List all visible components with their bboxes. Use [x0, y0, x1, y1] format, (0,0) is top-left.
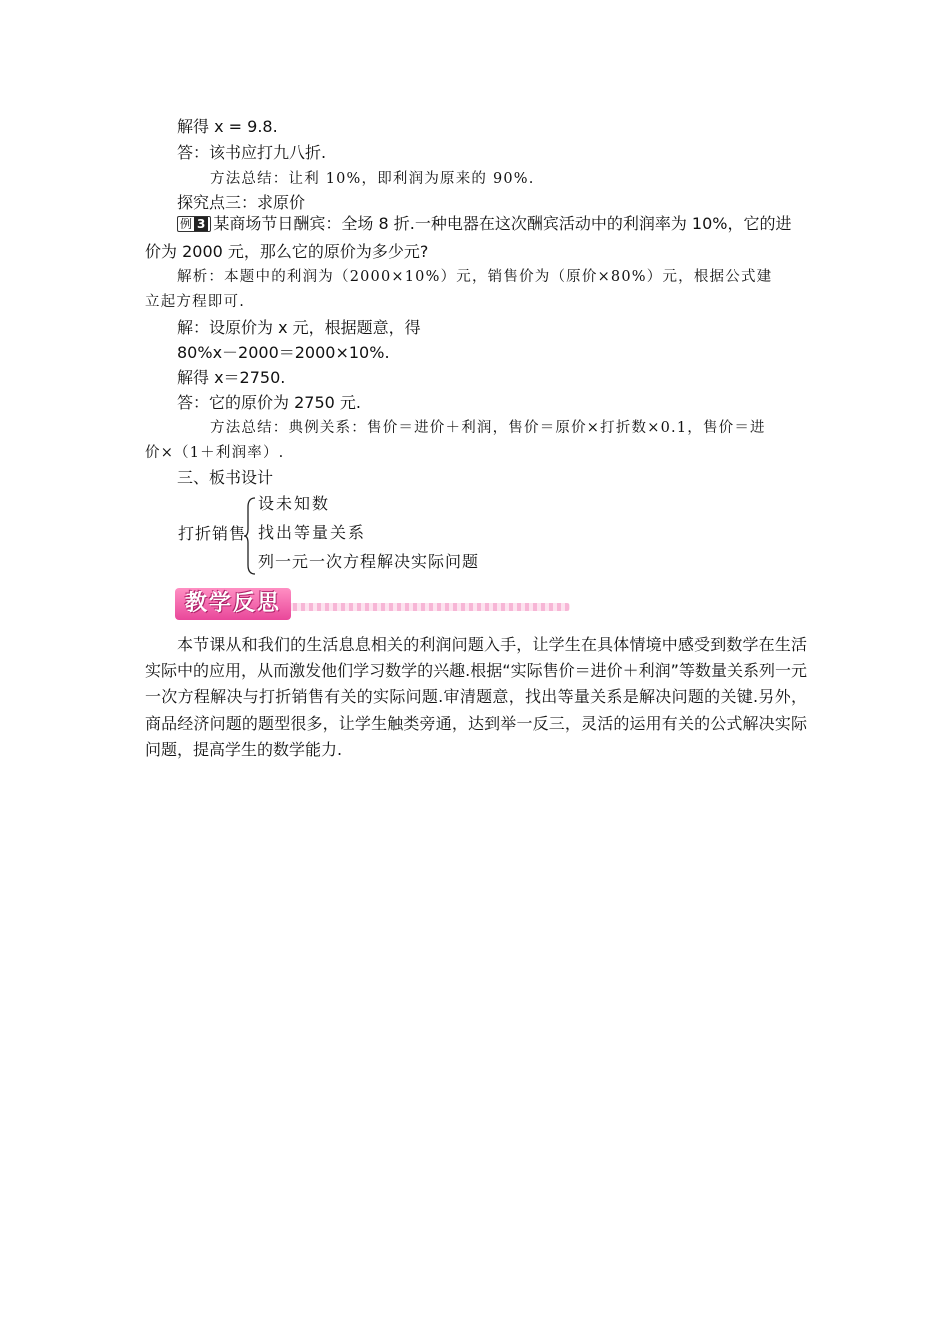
- example-text: 某商场节日酬宾：全场 8 折.一种电器在这次酬宾活动中的利润率为 10%，它的进: [213, 214, 792, 233]
- reflection-paragraph: 本节课从和我们的生活息息相关的利润问题入手，让学生在具体情境中感受到数学在生活实际中的应用，从而激发他们学习数学的兴趣.根据“实际售价＝进价＋利润”等数量关系列一元一次方程解决与打折销售有关的实际问题.审清题意，找出等量关系是解决问题的关键.另外，商品经济问题的题型很多，让学生触类旁通，达到举一反三，灵活的运用有关的公式解决实际问题，提高学生的数学能力.: [145, 635, 807, 759]
- board-item: 设未知数: [258, 494, 331, 513]
- reflection-banner: [175, 588, 570, 622]
- reflection-title: 教学反思: [175, 588, 291, 620]
- equation-line: 80%x－2000＝2000×10%.: [177, 343, 390, 362]
- method-summary: 方法总结：让利 10%，即利润为原来的 90%.: [210, 171, 535, 187]
- board-design-heading: 三、板书设计: [177, 468, 274, 487]
- board-item: 列一元一次方程解决实际问题: [258, 552, 480, 571]
- answer-line-2: 答：它的原价为 2750 元.: [177, 393, 361, 412]
- section-heading: 探究点三：求原价: [177, 193, 306, 212]
- banner-decoration: [285, 603, 570, 611]
- board-root: 打折销售: [178, 524, 247, 543]
- example-badge: 例 3: [177, 216, 211, 232]
- answer-line: 答：该书应打九八折.: [177, 143, 327, 162]
- board-item: 找出等量关系: [258, 523, 367, 542]
- method-summary-2-cont: 价×（1＋利润率）.: [145, 445, 285, 461]
- brace-icon: [243, 497, 257, 575]
- analysis-line-cont: 立起方程即可.: [145, 294, 246, 310]
- example-text-cont: 价为 2000 元，那么它的原价为多少元?: [145, 242, 429, 261]
- solution-result: 解得 x＝2750.: [177, 368, 286, 387]
- example-line: [177, 214, 791, 234]
- solution-setup: 解：设原价为 x 元，根据题意，得: [177, 318, 421, 337]
- analysis-line: 解析：本题中的利润为（2000×10%）元，销售价为（原价×80%）元，根据公式建: [177, 269, 773, 285]
- method-summary-2: 方法总结：典例关系：售价＝进价＋利润，售价＝原价×打折数×0.1，售价＝进: [210, 420, 766, 436]
- solution-line: 解得 x = 9.8.: [177, 117, 278, 136]
